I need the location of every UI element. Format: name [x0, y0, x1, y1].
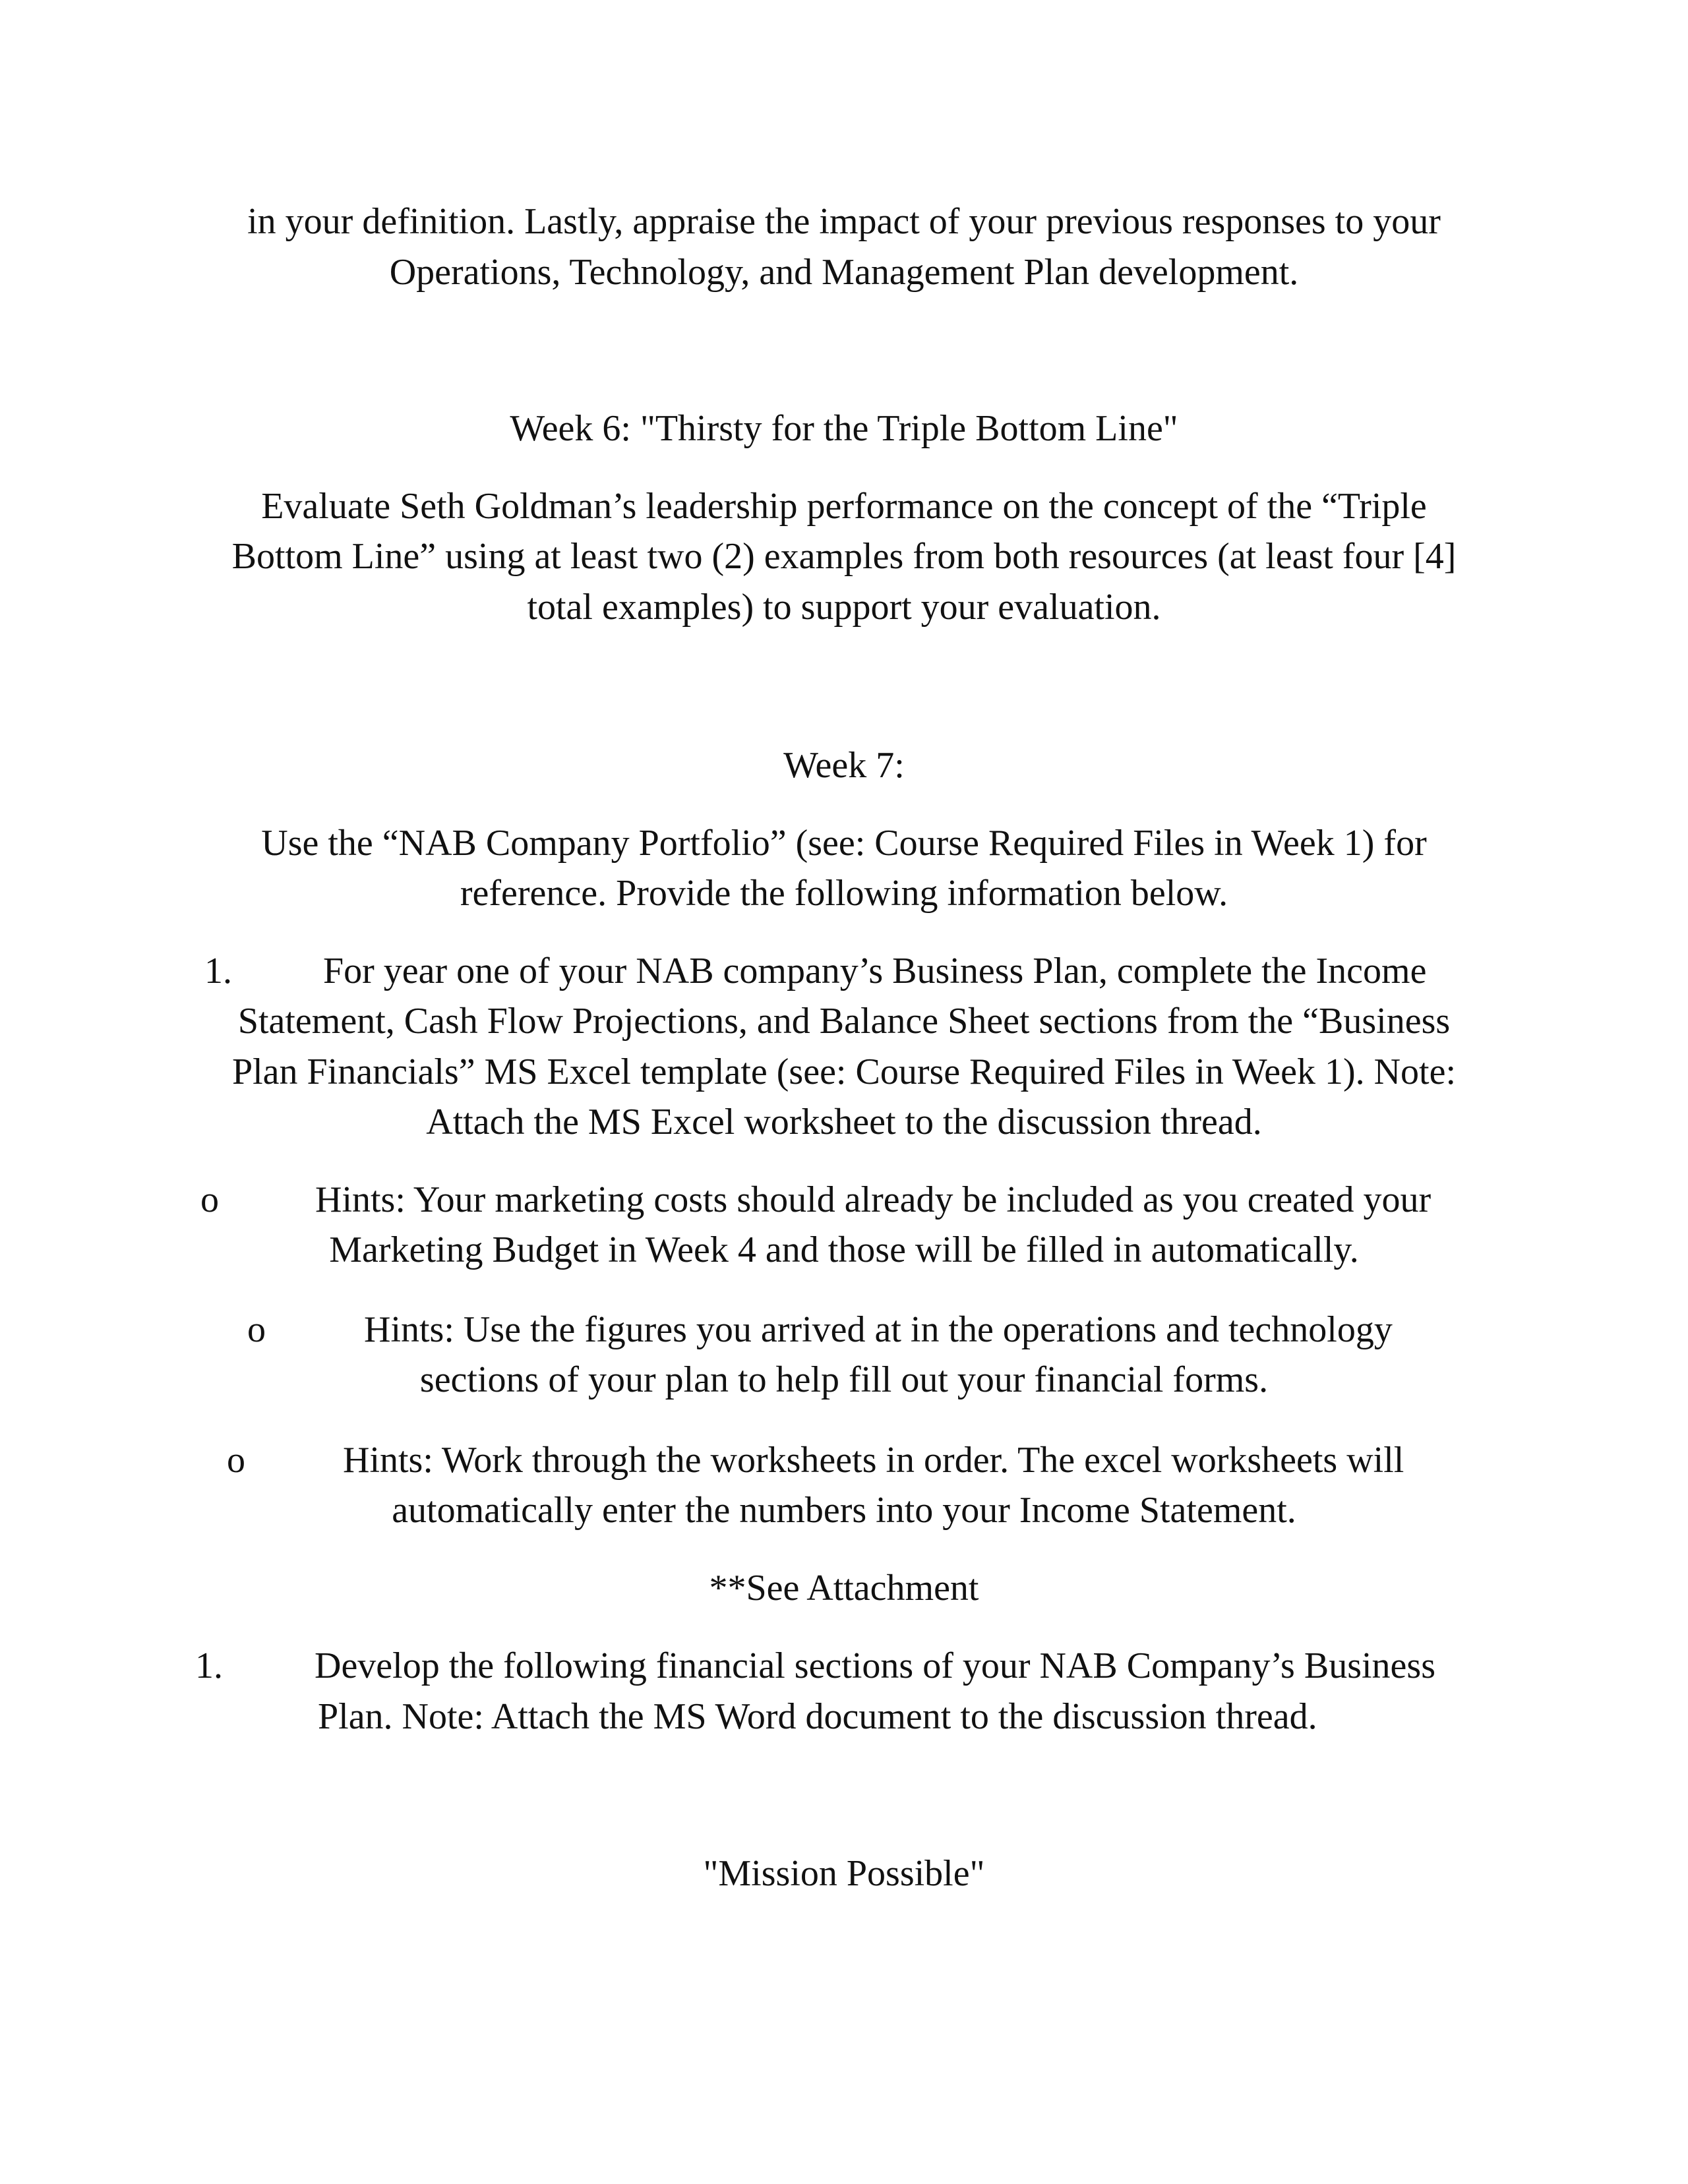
item-2-line-2: Plan. Note: Attach the MS Word document to the discussion thread. [318, 1696, 1317, 1737]
week7-intro-line-2: reference. Provide the following information below. [460, 873, 1228, 914]
item-2-number: 1. [195, 1645, 223, 1686]
item-1-line-3: Plan Financials” MS Excel template (see: Course Required Files in Week 1). Note: [231, 1051, 1457, 1092]
hint-1-line-2: Marketing Budget in Week 4 and those will be filled in automatically. [329, 1229, 1359, 1270]
intro-line-1: in your definition. Lastly, appraise the impact of your previous responses to your [247, 201, 1441, 242]
item-1-number: 1. [204, 951, 232, 991]
week7-intro-line-1: Use the “NAB Company Portfolio” (see: Course Required Files in Week 1) for [261, 823, 1427, 864]
item-1-line-4: Attach the MS Excel worksheet to the discussion thread. [426, 1102, 1262, 1142]
hint-3-line-2: automatically enter the numbers into your Income Statement. [392, 1490, 1296, 1531]
week6-line-2: Bottom Line” using at least two (2) examples from both resources (at least four [4] [231, 536, 1457, 577]
hint-3-line-1: Hints: Work through the worksheets in order. The excel worksheets will [343, 1440, 1404, 1481]
hint-2-line-2: sections of your plan to help fill out your financial forms. [419, 1359, 1269, 1400]
mission-heading: "Mission Possible" [703, 1853, 985, 1894]
week7-heading: Week 7: [783, 745, 905, 786]
hint-3-bullet: o [227, 1440, 245, 1481]
item-2-line-1: Develop the following financial sections of your NAB Company’s Business [315, 1645, 1435, 1686]
attachment-note: **See Attachment [709, 1568, 979, 1608]
intro-line-2: Operations, Technology, and Management Plan development. [389, 252, 1299, 293]
week6-line-1: Evaluate Seth Goldman’s leadership performance on the concept of the “Triple [261, 486, 1427, 527]
week6-line-3: total examples) to support your evaluation. [527, 587, 1161, 628]
week6-heading: Week 6: "Thirsty for the Triple Bottom Line" [510, 408, 1178, 449]
item-1-line-1: For year one of your NAB company’s Business Plan, complete the Income [323, 951, 1427, 991]
hint-2-bullet: o [247, 1309, 266, 1350]
hint-1-line-1: Hints: Your marketing costs should already be included as you created your [315, 1179, 1432, 1220]
item-1-line-2: Statement, Cash Flow Projections, and Balance Sheet sections from the “Business [237, 1001, 1451, 1042]
hint-2-line-1: Hints: Use the figures you arrived at in the operations and technology [364, 1309, 1393, 1350]
hint-1-bullet: o [200, 1179, 219, 1220]
